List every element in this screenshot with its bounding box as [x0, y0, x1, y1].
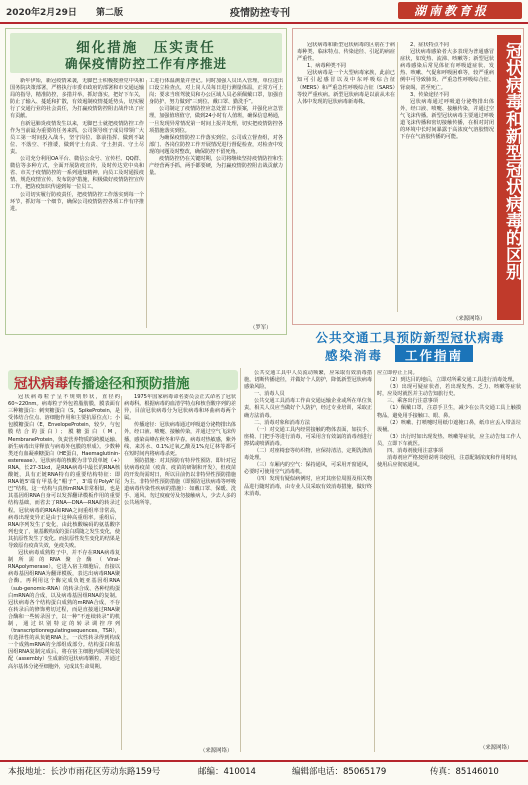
column-divider [121, 396, 122, 750]
paragraph: 新年伊始，新冠疫情来袭，无脚巴士积极按照党中央和国务院决策部署，严格执行市委市政府的部署和市交通运输局的指导，精准防控，多措并举，抓好落实，把好下车关，防止了输入、蔓延和扩散，有效遏制疫情蔓延势头，切实履行了交通行业的社会责任，为打赢疫情防控阻击战作出了应有贡献。 [10, 78, 144, 120]
article-title-b: 传播途径和预防措施 [68, 376, 190, 392]
page-number: 第二版 [96, 8, 124, 18]
paragraph: 公司制定了疫情防控应急处置工作预案，并强化应急管理，加强值班值守，做到24小时有人值班，确保信息畅通，一旦发现异常情况第一时间上报并处理，切实把疫情防控各项措施落实到位。 [149, 106, 283, 134]
paragraph: （3）出行时如出现发热、咳嗽等症状，应主动告知工作人员，立即下车就医。 [377, 433, 521, 447]
paragraph: 疫情防控仍在关键时期，公司将继续坚持疫情防控和生产经营两手抓，两手都要硬，为打赢疫情防控阻击战贡献力量。 [149, 156, 283, 177]
guide-source: （来源网络） [480, 745, 513, 751]
paragraph: （3）出现可疑症状者，若出现发热、乏力、咳嗽等症状时，应及时就医并主动告知旅行史。 [377, 384, 521, 398]
paragraph: 为确保疫情防控工作落实到位，公司成立督查组，对各部门、各岗位防控工作开展情况进行督促检查，对检查中发现的问题及时整改，确保防控不留死角。 [149, 134, 283, 155]
paragraph: 消毒剂应严格按照说明书使用，注意配制浓度和作用时间，使用后应彻底通风。 [377, 455, 521, 469]
footer-editorial-phone: 编辑部电话：85065179 [292, 767, 387, 777]
paragraph: 公司切实履行防疫责任，把疫情防控工作落实到每一个环节，抓好每一个细节，确保公司疫情防控各项工作有序推进。 [10, 191, 144, 212]
guide-banner-line2a: 感染消毒 [325, 348, 384, 363]
article-title-a: 冠状病毒 [14, 376, 68, 392]
footer-fax: 传真：85146010 [430, 767, 499, 777]
news-title-line2: 确保疫情防控工作有序推进 [64, 56, 227, 71]
footer-postcode: 邮编：410014 [198, 767, 256, 777]
virus-column-right [400, 42, 494, 314]
virus-ribbon-title: 冠状病毒和新型冠状病毒的区别 [502, 42, 522, 280]
footer-address: 本报地址：长沙市雨花区劳动东路159号 [8, 767, 161, 777]
paragraph: （二）对座椅套等纺织物，应保持清洁，定期洗涤消毒处理。 [244, 448, 372, 462]
paragraph: 预防措施：对其预防有特异性预防、即针对冠状病毒疫苗（疫苗、疫苗的研制和开发），但疫苗的开发尚需时日，所以目前仍以非特异性预防措施为主。非特异性预防措施（即预防冠状病毒等呼吸道病毒传染性疾病的措施）：如戴口罩、保暖、洗手、通风、勿过度疲劳及勿接触病人，少去人多的公共场所等。 [124, 457, 236, 507]
paragraph: 二、消毒对象和消毒方法 [254, 419, 310, 426]
paragraph: 冠状病毒通过呼吸道分泌物排出体外，经口液、喷嚏、接触传染，并通过空气飞沫传播。新型冠状病毒主要通过呼吸道飞沫传播和密切接触传播，在相对封闭的环境中长时间暴露于高浓度气溶胶情况下存在气溶胶传播的可能。 [400, 98, 494, 141]
article-column-2 [124, 394, 236, 746]
news-author: （罗军） [250, 325, 272, 331]
column-divider [374, 370, 375, 752]
virus-source: （来源网络） [453, 316, 486, 322]
virus-column-left [297, 42, 395, 314]
paragraph: 冠状病毒成熟粒子中，并不存在RNA病毒复制所需的RNA聚合酶（Viral-RNApolymerase），它进入宿主细胞后，直接以病毒基因组RNA为翻译模板，表达出病毒RNA聚合酶。再利用这个酶完成负链亚基因组RNA（sub-genomic-RNA）的转录合成、各种结构蛋白mRNA的合成，以及病毒基因组RNA的复制。冠状病毒各个结构蛋白成熟的mRNA合成，不存在转录后的修饰剪切过程，而是直接通过RNA聚合酶和一些转录因子，以一种“不连续转录”的机制，通过识别特定的转录调控序列（transcriptionregulatingsequences，TSR），有选择性的从负链RNA上，一次性转录得到构成一个成熟mRNA的全部组成部分。结构蛋白和基因组RNA复制完成后，将在宿主细胞内质网处装配（assembly）生成新的冠状病毒颗粒，并通过高尔基体分泌至细胞外，完成其生命周期。 [8, 550, 120, 670]
column-divider [397, 42, 398, 312]
paragraph: 工进行体温测量并登记。同时加强人员出入管理，单位进出口设立检查点，对上岗人员每日进行测量体温，正常方可上岗；要求当班驾驶员和办公区域人员必须佩戴口罩，加强自身防护，努力做到“三到位、戴口罩、勤洗手”。 [149, 78, 283, 106]
paragraph: 2、症状特点不同 [410, 42, 449, 48]
column-divider [240, 368, 241, 752]
paragraph: （2）到达目的地后，立即对所乘交通工具进行消毒处理。 [387, 377, 518, 384]
column-name: 疫情防控专刊 [230, 8, 290, 19]
paragraph: 冠状病毒感染者大多表现为普通感冒症状，如发热、流涕、咳嗽等；新型冠状病毒感染后常见体征有呼吸道症状、发热、咳嗽、气促和呼吸困难等，较严重病例中可导致肺炎、严重急性呼吸综合征、肾衰竭，甚至死亡。 [400, 49, 494, 91]
paragraph: 冠状病毒粒子呈不规则形状，直径约60~220nm。病毒粒子外包着脂肪膜，膜表面有三种糖蛋白：刺突糖蛋白（S，SpikeProtein，是受体结合位点、溶细胞作用和主要抗原位点）；小包膜糖蛋白（E，EnvelopeProtein，较少，与包膜结合的蛋白）；膜糖蛋白（M，MembraneProtein，负责营养物质的跨膜运输、新生病毒出芽释放与病毒外包膜的形成）。少数种类还有血凝素糖蛋白（HE蛋白，Haemaglutinin-esterease）。冠状病毒的核酸为非节段单链（+）RNA，长27-31kd，是RNA病毒中最长的RNA核酸链，具有正链RNA特有的重要结构特征：即RNA链5'端有甲基化“帽子”，3'端有PolyA“尾巴”结构。这一结构与真核mRNA非常相似，也是其基因组RNA自身可以发挥翻译模板作用的重要结构基础，而省去了RNA—DNA—RNA的转录过程。冠状病毒的RNA和RNA之间重组率非常高，病毒出现变异正是由于这种高重组率。重组后，RNA序列发生了变化，由此核酸编码的氨基酸序列也变了，氨基酸构成的蛋白质随之发生变化，使其抗原性发生了变化。而抗原性发生变化的结果是导致原有疫苗失效，免疫失败。 [8, 394, 120, 549]
paragraph: 1975年国家病毒命名委员会正式命名了冠状病毒科。根据病毒的血清学特点和核苷酸序列的差异，目前冠状病毒分为冠状病毒和环曲病毒两个属。 [124, 394, 236, 422]
paragraph: （四）发现有疑似病例时，应对其座位周围及相关物品进行随时消毒，由专业人员采取有效消毒措施，做好终末消毒。 [244, 476, 372, 497]
paragraph: 应立即停止上岗。 [377, 370, 418, 376]
paragraph: 三、乘客出行注意事项 [387, 398, 438, 405]
paragraph: （2）咳嗽、打喷嚏时用纸巾遮掩口鼻，纸巾应丢入带盖垃圾桶。 [377, 419, 521, 433]
news-title-line1: 细化措施 压实责任 [76, 40, 216, 56]
paragraph: 冠状病毒是一个大型病毒家族，此前已知可引起感冒以及中东呼吸综合征（MERS）和严重急性呼吸综合征（SARS）等较严重疾病。新型冠状病毒是以前从未在人体中发现的冠状病毒新毒株。 [297, 70, 395, 105]
paragraph: 自新冠肺炎疫情发生以来，无脚巴士就把疫情防控工作作为当前最为重要的任务来抓，公司领导班子成员带领广大员工第一时间投入战斗，坚守岗位、靠前指挥、做到不缺位、不落空、不推诿，做到守土有责、守土担责、守土尽责。 [10, 120, 144, 155]
article-source: （来源网络） [200, 748, 233, 754]
news-column-right [149, 78, 283, 322]
paragraph: （三）车厢内的空气：保持通风，可采用开窗通风，必要时可使用空气消毒机。 [244, 462, 372, 476]
issue-date: 2020年2月29日 [6, 8, 77, 18]
paragraph: 公司充分利用OA平台、微信公众号、宣传栏、QQ群、微信等多种方式，全面开展防疫宣传，及时传达党中央和省、市关于疫情防控的一系列通知精神，向员工及时通报疫情、规范疫情宣传、发布防护措施，积极做好疫情防控宣传工作，把防疫知识传递到每一位员工。 [10, 156, 144, 191]
masthead-text: 湖南教育报 [414, 4, 490, 18]
paragraph: 1、病毒种类不同 [307, 63, 346, 70]
guide-column-1 [244, 370, 372, 752]
paragraph: 3、传染途径不同 [410, 91, 449, 98]
paragraph: 公共交通工具中人员流动频繁，应采取有效消毒措施，切断传播途径，并做好个人防护，降低新型冠状病毒感染风险。 [244, 370, 372, 391]
paragraph: （一）对交通工具内经常接触的物体表面，如扶手、座椅、门把手等进行消毒，可采用含有效氯的消毒剂进行擦拭或喷洒消毒。 [244, 426, 372, 447]
guide-column-2 [377, 370, 521, 742]
guide-banner-line2b: 工作指南 [404, 348, 463, 363]
footer-rule [0, 760, 528, 762]
news-column-left [10, 78, 144, 330]
guide-banner-line1: 公共交通工具预防新型冠状病毒 [315, 330, 505, 345]
page-header [0, 0, 528, 24]
paragraph: 公共交通工具消毒工作由交通运输企业或所在单位负责，相关人员应当做好个人防护，经过专业培训，采取正确方法消毒。 [244, 398, 372, 419]
paragraph: 四、消毒剂使用注意事项 [387, 448, 443, 455]
paragraph: 传播途径：冠状病毒通过呼吸道分泌物排出体外，经口液、喷嚏、接触传染，并通过空气飞沫传播，感染高峰在秋冬和早春。病毒对热敏感，紫外线、来苏水、0.1%过氧乙酸及1%克辽林等都可在短时间内将病毒杀死。 [124, 422, 236, 457]
column-divider [146, 80, 147, 328]
paragraph: 一、消毒人员 [254, 391, 285, 398]
article-column-1 [8, 394, 120, 752]
paragraph: （1）佩戴口罩，注意手卫生，减少在公共交通工具上触摸物品，避免用手接触口、眼、鼻。 [377, 405, 521, 419]
paragraph: 冠状病毒和新型冠状病毒的区别在于病毒种类、临床特点、传染途径、引起的病症严重性。 [297, 42, 395, 63]
article-title [14, 372, 190, 392]
